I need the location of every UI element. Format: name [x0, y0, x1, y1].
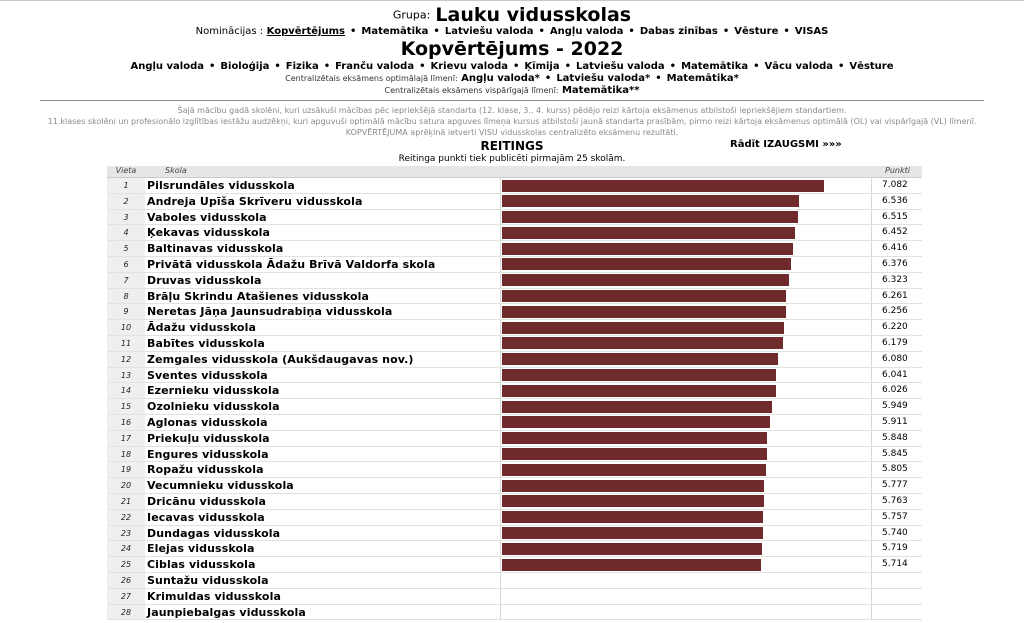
bar-cell	[500, 431, 872, 446]
school-name: Sventes vidusskola	[147, 368, 268, 382]
bar-cell	[500, 399, 872, 414]
points-bar	[502, 480, 764, 492]
separator-dot: •	[669, 61, 677, 72]
rank-cell: 26	[107, 573, 145, 588]
optimal-level-nav	[0, 73, 1024, 84]
school-name: Dricānu vidusskola	[147, 494, 267, 508]
bar-cell	[500, 241, 872, 256]
points-bar	[502, 416, 770, 428]
nomination-link[interactable]: Dabas zinības	[639, 26, 718, 37]
bar-cell	[500, 352, 872, 367]
table-row	[107, 462, 922, 478]
points-bar	[502, 274, 789, 286]
points-bar	[502, 227, 795, 239]
school-name: Dundagas vidusskola	[147, 526, 281, 540]
bar-cell	[500, 304, 872, 319]
subject-link[interactable]: Angļu valoda	[130, 61, 204, 72]
rank-cell: 7	[107, 273, 145, 288]
nominations-nav	[0, 26, 1024, 37]
points-value: 6.515	[882, 211, 908, 222]
rank-cell: 21	[107, 494, 145, 509]
bar-cell	[500, 526, 872, 541]
header-skola: Skola	[165, 166, 187, 175]
nomination-link[interactable]: VISAS	[794, 26, 829, 37]
rank-cell: 3	[107, 210, 145, 225]
table-row	[107, 589, 922, 605]
points-bar	[502, 322, 784, 334]
table-row	[107, 241, 922, 257]
school-name: Pilsrundāles vidusskola	[147, 179, 295, 192]
ranking-title: REITINGS	[480, 139, 544, 153]
bar-cell	[500, 289, 872, 304]
page-title: Kopvērtējums - 2022	[400, 38, 624, 60]
separator-dot: •	[564, 61, 571, 72]
divider	[40, 100, 984, 101]
points-value: 6.256	[882, 306, 908, 317]
rank-cell: 22	[107, 510, 145, 525]
bar-cell	[500, 225, 872, 240]
school-name: Baltinavas vidusskola	[147, 242, 284, 256]
points-bar	[502, 369, 776, 381]
rank-cell: 25	[107, 557, 145, 572]
optimal-subject-link[interactable]: Matemātika*	[666, 73, 739, 84]
points-value: 5.763	[882, 495, 908, 506]
subject-link[interactable]: Vācu valoda	[764, 61, 834, 72]
rank-cell: 8	[107, 289, 145, 304]
separator-dot: •	[838, 61, 845, 72]
bar-cell	[500, 605, 872, 620]
bar-cell	[500, 557, 872, 572]
subject-link[interactable]: Matemātika	[681, 61, 749, 72]
bar-cell	[500, 210, 872, 225]
subject-link[interactable]: Ķīmija	[524, 61, 560, 72]
table-row	[107, 289, 922, 305]
separator-dot: •	[655, 73, 662, 84]
points-bar	[502, 495, 764, 507]
bar-cell	[500, 541, 872, 556]
table-row	[107, 368, 922, 384]
school-name: Vaboles vidusskola	[147, 210, 267, 224]
bar-cell	[500, 320, 872, 335]
table-row	[107, 431, 922, 447]
table-row	[107, 257, 922, 273]
subject-link[interactable]: Krievu valoda	[430, 61, 508, 72]
points-value: 5.757	[882, 511, 908, 522]
points-bar	[502, 306, 786, 318]
ranking-table	[107, 166, 922, 620]
points-value: 7.082	[882, 180, 908, 190]
general-level-nav	[0, 85, 1024, 96]
school-name: Iecavas vidusskola	[147, 510, 265, 524]
separator-dot: •	[753, 61, 760, 72]
points-value: 5.848	[882, 432, 908, 443]
bar-cell	[500, 257, 872, 272]
points-value: 6.220	[882, 322, 908, 333]
school-name: Engures vidusskola	[147, 447, 269, 461]
table-row	[107, 510, 922, 526]
rank-cell: 18	[107, 447, 145, 462]
points-bar	[502, 432, 767, 444]
show-growth-link[interactable]: Rādīt IZAUGSMI »»»	[730, 139, 842, 150]
points-value: 6.416	[882, 243, 908, 254]
table-row	[107, 352, 922, 368]
bar-cell	[500, 273, 872, 288]
separator-dot: •	[722, 26, 730, 37]
separator-dot: •	[349, 26, 357, 37]
group-heading	[0, 4, 1024, 26]
school-name: Aglonas vidusskola	[147, 415, 268, 429]
points-value: 6.323	[882, 274, 908, 285]
points-value: 6.452	[882, 227, 908, 238]
bar-cell	[500, 383, 872, 398]
rank-cell: 6	[107, 257, 145, 272]
points-bar	[502, 385, 776, 397]
separator-dot: •	[274, 61, 281, 72]
optimal-subject-link[interactable]: Angļu valoda*	[461, 73, 540, 84]
school-name: Ādažu vidusskola	[147, 321, 256, 335]
rank-cell: 14	[107, 383, 145, 398]
bar-cell	[500, 573, 872, 588]
top-border	[0, 0, 1024, 1]
subject-link[interactable]: Vēsture	[849, 61, 894, 72]
rank-cell: 10	[107, 320, 145, 335]
bar-cell	[500, 494, 872, 509]
rank-cell: 23	[107, 526, 145, 541]
bar-cell	[500, 462, 872, 477]
rank-cell: 5	[107, 241, 145, 256]
points-value: 6.179	[882, 337, 908, 348]
points-value: 6.261	[882, 290, 908, 301]
points-value: 6.026	[882, 385, 908, 396]
rank-cell: 2	[107, 194, 145, 209]
table-row	[107, 178, 922, 194]
points-bar	[502, 353, 778, 365]
points-bar	[502, 337, 783, 349]
table-row	[107, 541, 922, 557]
school-name: Ciblas vidusskola	[147, 558, 256, 572]
separator-dot: •	[419, 61, 426, 72]
points-value: 5.714	[882, 559, 908, 570]
table-row	[107, 336, 922, 352]
info-notes	[0, 105, 1024, 138]
optimal-subject-link[interactable]: Latviešu valoda*	[556, 73, 651, 84]
school-name: Ropažu vidusskola	[147, 463, 264, 477]
bar-cell	[500, 194, 872, 209]
school-name: Zemgales vidusskola (Aukšdaugavas nov.)	[147, 352, 414, 366]
group-value: Lauku vidusskolas	[435, 4, 632, 26]
bar-cell	[500, 589, 872, 604]
bar-cell	[500, 510, 872, 525]
points-bar	[502, 290, 786, 302]
table-row	[107, 415, 922, 431]
bar-cell	[500, 478, 872, 493]
points-value: 5.911	[882, 416, 908, 427]
bar-cell	[500, 447, 872, 462]
school-name: Krimuldas vidusskola	[147, 589, 281, 603]
school-name: Druvas vidusskola	[147, 273, 262, 287]
rank-cell: 12	[107, 352, 145, 367]
table-row	[107, 573, 922, 589]
school-name: Vecumnieku vidusskola	[147, 479, 294, 493]
note-line: Šajā mācību gadā skolēni, kuri uzsākuši mācības pēc iepriekšējā standarta (12. klase, 3., 4. kurss) pēdējo reizi kārtoja eksāmenus atbilstoši iepriekšējiem standartiem.	[177, 106, 847, 115]
optimal-level-label: Centralizētais eksāmens optimālajā līmenī:	[285, 74, 458, 83]
rank-cell: 13	[107, 368, 145, 383]
school-name: Ķekavas vidusskola	[147, 226, 271, 240]
points-value: 6.536	[882, 195, 908, 206]
points-bar	[502, 527, 763, 539]
nomination-link[interactable]: Matemātika	[361, 26, 429, 37]
points-value: 5.805	[882, 464, 908, 475]
points-bar	[502, 559, 761, 571]
bar-cell	[500, 368, 872, 383]
separator-dot: •	[538, 26, 545, 37]
school-name: Priekuļu vidusskola	[147, 431, 270, 445]
points-value: 5.845	[882, 448, 908, 459]
points-value: 6.080	[882, 353, 908, 364]
separator-dot: •	[323, 61, 331, 72]
points-value: 6.376	[882, 258, 908, 269]
note-line: 11.klases skolēni un profesionālo izglītības iestāžu audzēkņi, kuri apguvuši optimālā mācību satura apguves līmeņa kursus atbilstoši jaunā standarta prasībām, pirmo reizi kārtoja eksāmenus optimālā (OL) vai vispārīgajā (VL) līmenī.	[47, 117, 977, 126]
subject-link[interactable]: Latviešu valoda	[576, 61, 665, 72]
school-name: Ezernieku vidusskola	[147, 384, 280, 398]
points-bar	[502, 401, 772, 413]
school-name: Suntažu vidusskola	[147, 573, 269, 587]
separator-dot: •	[512, 61, 520, 72]
separator-dot: •	[208, 61, 216, 72]
school-name: Babītes vidusskola	[147, 336, 265, 350]
rank-cell: 15	[107, 399, 145, 414]
points-bar	[502, 211, 798, 223]
school-name: Jaunpiebalgas vidusskola	[147, 605, 306, 619]
separator-dot: •	[544, 73, 552, 84]
table-header	[107, 166, 922, 178]
subjects-nav	[0, 61, 1024, 72]
school-name: Brāļu Skrindu Atašienes vidusskola	[147, 289, 370, 303]
separator-dot: •	[628, 26, 635, 37]
points-bar	[502, 448, 767, 460]
table-row	[107, 320, 922, 336]
rank-cell: 17	[107, 431, 145, 446]
subject-link[interactable]: Franču valoda	[335, 61, 415, 72]
nomination-link[interactable]: Kopvērtējums	[266, 26, 345, 37]
points-bar	[502, 243, 793, 255]
bar-cell	[500, 415, 872, 430]
nomination-link[interactable]: Angļu valoda	[549, 26, 624, 37]
table-row	[107, 478, 922, 494]
rank-cell: 19	[107, 462, 145, 477]
points-value: 5.777	[882, 480, 908, 491]
nominations-label: Nominācijas :	[195, 26, 264, 37]
publication-note: Reitinga punkti tiek publicēti pirmajām 25 skolām.	[398, 154, 626, 164]
table-row	[107, 383, 922, 399]
table-row	[107, 399, 922, 415]
table-row	[107, 526, 922, 542]
nomination-link[interactable]: Vēsture	[734, 26, 779, 37]
table-row	[107, 304, 922, 320]
points-bar	[502, 258, 791, 270]
nomination-link[interactable]: Latviešu valoda	[444, 26, 534, 37]
general-subject-link[interactable]: Matemātika**	[561, 85, 640, 96]
table-row	[107, 494, 922, 510]
table-row	[107, 273, 922, 289]
points-bar	[502, 511, 763, 523]
rank-cell: 9	[107, 304, 145, 319]
points-bar	[502, 195, 799, 207]
table-row	[107, 557, 922, 573]
school-name: Ozolnieku vidusskola	[147, 400, 280, 414]
table-row	[107, 605, 922, 621]
school-name: Neretas Jāņa Jaunsudrabiņa vidusskola	[147, 305, 393, 319]
rank-cell: 16	[107, 415, 145, 430]
bar-cell	[500, 178, 872, 193]
subject-link[interactable]: Bioloģija	[220, 61, 270, 72]
table-row	[107, 447, 922, 463]
rank-cell: 1	[107, 178, 145, 193]
subject-link[interactable]: Fizika	[285, 61, 319, 72]
points-value: 5.949	[882, 401, 908, 412]
header-punkti: Punkti	[885, 166, 910, 175]
school-name: Elejas vidusskola	[147, 542, 255, 556]
points-value: 5.719	[882, 543, 908, 554]
rank-cell: 24	[107, 541, 145, 556]
separator-dot: •	[433, 26, 440, 37]
rank-cell: 11	[107, 336, 145, 351]
points-bar	[502, 180, 824, 192]
bar-cell	[500, 336, 872, 351]
school-name: Privātā vidusskola Ādažu Brīvā Valdorfa skola	[147, 257, 436, 271]
points-bar	[502, 464, 766, 476]
table-row	[107, 194, 922, 210]
points-value: 6.041	[882, 369, 908, 380]
separator-dot: •	[783, 26, 790, 37]
rank-cell: 4	[107, 225, 145, 240]
points-bar	[502, 543, 762, 555]
general-level-label: Centralizētais eksāmens vispārīgajā līmenī:	[384, 86, 559, 95]
table-row	[107, 210, 922, 226]
header-vieta: Vieta	[115, 166, 137, 175]
rank-cell: 27	[107, 589, 145, 604]
points-value: 5.740	[882, 527, 908, 538]
note-line: KOPVĒRTĒJUMA aprēķinā ietverti VISU vidusskolas centralizēto eksāmenu rezultāti.	[345, 128, 679, 137]
table-row	[107, 225, 922, 241]
rank-cell: 28	[107, 605, 145, 620]
rank-cell: 20	[107, 478, 145, 493]
group-label: Grupa:	[392, 8, 431, 22]
school-name: Andreja Upīša Skrīveru vidusskola	[147, 194, 363, 208]
